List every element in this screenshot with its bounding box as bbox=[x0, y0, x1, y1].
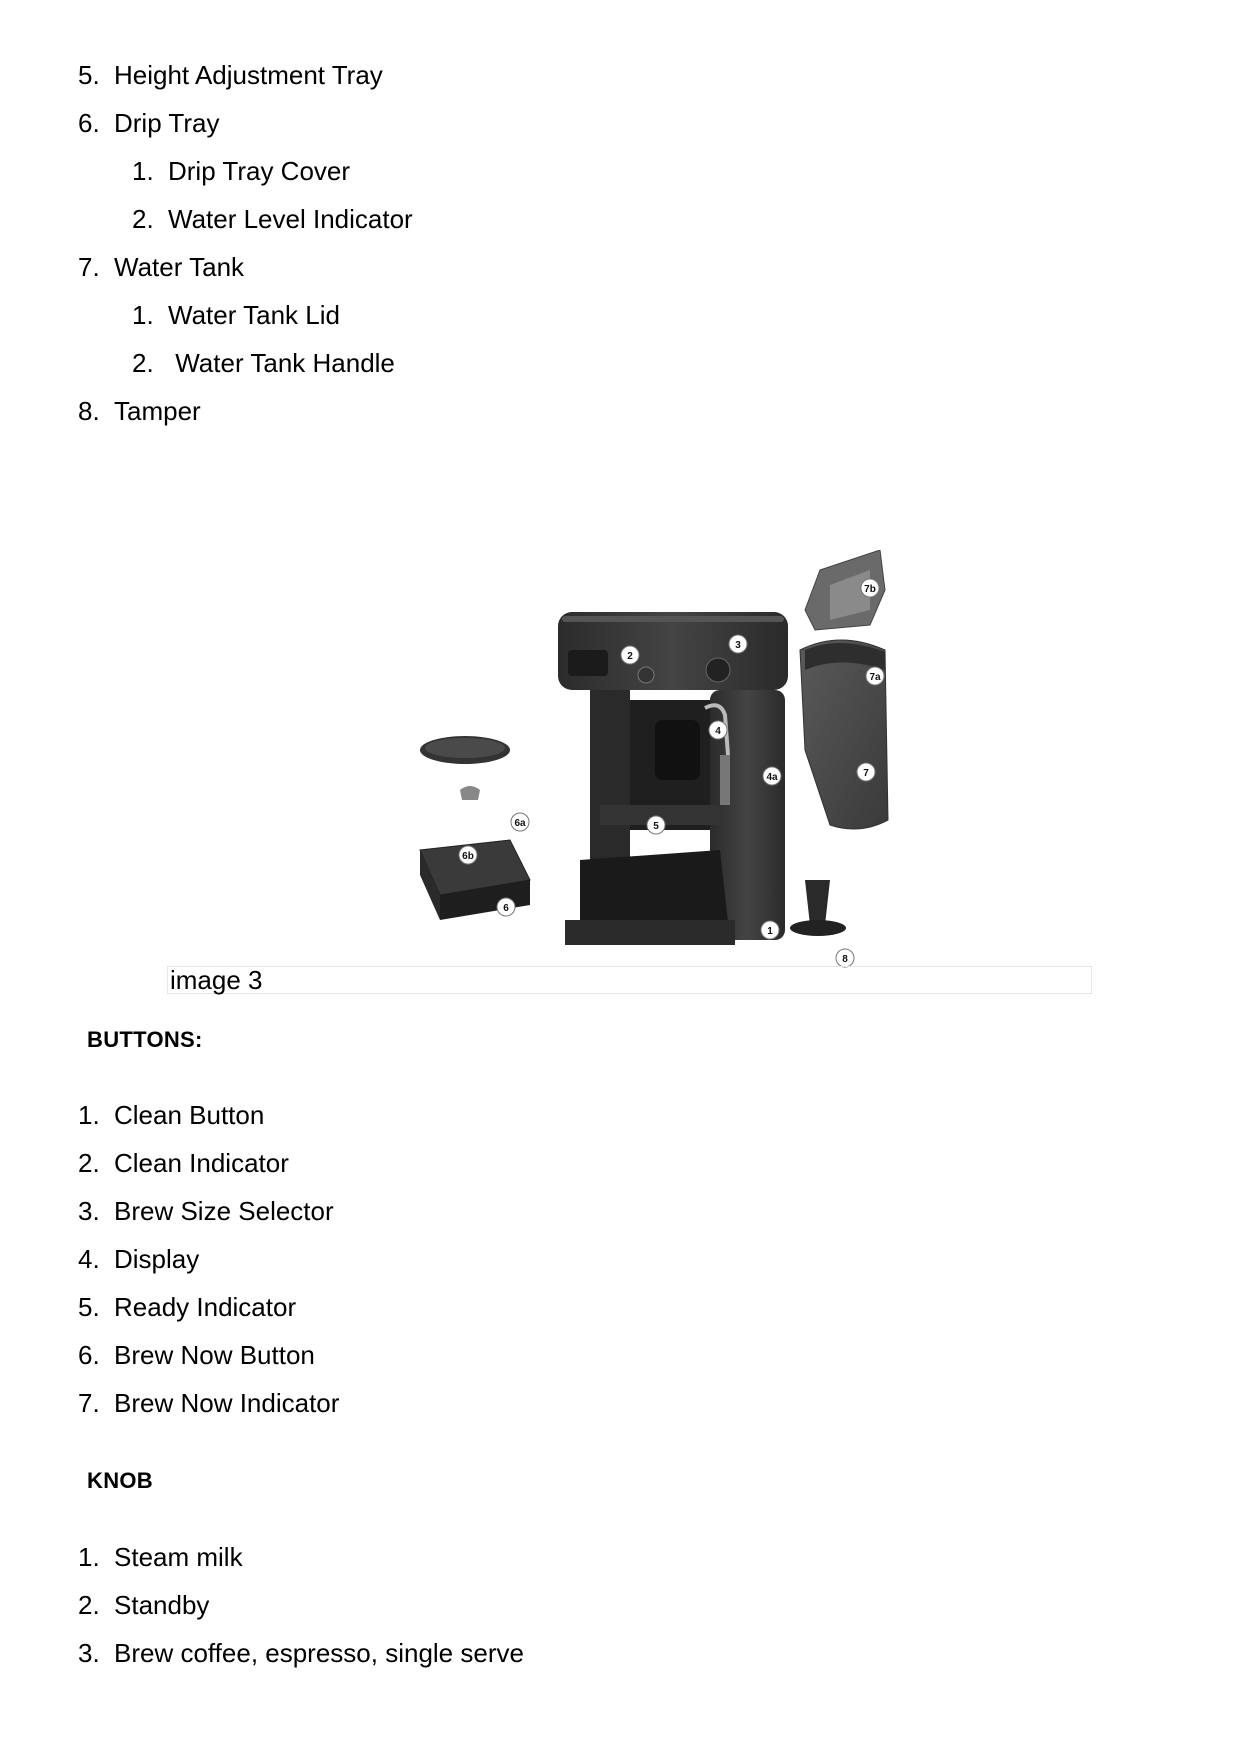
item-number: 2. bbox=[78, 1590, 100, 1620]
svg-text:3: 3 bbox=[735, 640, 741, 651]
item-label: Water Tank Handle bbox=[168, 348, 395, 378]
callout-badge bbox=[861, 579, 879, 597]
buttons-list-item bbox=[78, 1148, 289, 1178]
item-number: 4. bbox=[78, 1244, 100, 1274]
buttons-list-item bbox=[78, 1292, 297, 1322]
parts-sublist-item bbox=[132, 300, 340, 330]
item-label: Drip Tray Cover bbox=[168, 156, 351, 186]
item-label: Clean Button bbox=[114, 1100, 265, 1130]
parts-list-item bbox=[78, 108, 220, 138]
item-label: Brew coffee, espresso, single serve bbox=[114, 1638, 524, 1668]
item-number: 6. bbox=[78, 108, 100, 138]
item-number: 2. bbox=[132, 348, 154, 378]
svg-text:8: 8 bbox=[842, 954, 848, 965]
svg-text:6: 6 bbox=[503, 903, 509, 914]
knob-list-item bbox=[78, 1590, 210, 1620]
item-number: 2. bbox=[78, 1148, 100, 1178]
item-label: Tamper bbox=[114, 396, 201, 426]
machine-body bbox=[558, 612, 788, 945]
item-label: Steam milk bbox=[114, 1542, 243, 1572]
callout-badge bbox=[511, 813, 529, 831]
item-number: 6. bbox=[78, 1340, 100, 1370]
svg-text:4a: 4a bbox=[766, 772, 778, 783]
svg-text:7b: 7b bbox=[864, 584, 876, 595]
water-level-indicator-part bbox=[460, 786, 480, 800]
callout-badge bbox=[709, 721, 727, 739]
callout-badge bbox=[763, 767, 781, 785]
item-number: 1. bbox=[78, 1542, 100, 1572]
item-label: Standby bbox=[114, 1590, 210, 1620]
item-number: 1. bbox=[132, 300, 154, 330]
item-label: Brew Size Selector bbox=[114, 1196, 334, 1226]
buttons-list-item bbox=[78, 1388, 340, 1418]
item-number: 3. bbox=[78, 1196, 100, 1226]
tamper-part bbox=[790, 880, 846, 936]
svg-text:6b: 6b bbox=[462, 851, 474, 862]
item-number: 3. bbox=[78, 1638, 100, 1668]
item-label: Clean Indicator bbox=[114, 1148, 289, 1178]
item-number: 1. bbox=[132, 156, 154, 186]
svg-text:7: 7 bbox=[863, 768, 869, 779]
item-number: 2. bbox=[132, 204, 154, 234]
parts-list-item bbox=[78, 396, 201, 426]
item-label: Brew Now Button bbox=[114, 1340, 315, 1370]
item-number: 8. bbox=[78, 396, 100, 426]
parts-sublist-item bbox=[132, 348, 395, 378]
coffee-maker-exploded-figure bbox=[400, 550, 960, 975]
item-label: Ready Indicator bbox=[114, 1292, 297, 1322]
buttons-list-item bbox=[78, 1244, 200, 1274]
callout-badge bbox=[621, 646, 639, 664]
knob-list-item bbox=[78, 1542, 243, 1572]
svg-text:7a: 7a bbox=[869, 672, 881, 683]
svg-text:5: 5 bbox=[653, 821, 659, 832]
buttons-list-item bbox=[78, 1340, 315, 1370]
callout-badge bbox=[729, 635, 747, 653]
figure-caption: image 3 bbox=[170, 965, 263, 995]
callout-badge bbox=[866, 667, 884, 685]
parts-list-item bbox=[78, 60, 383, 90]
callout-badge bbox=[836, 949, 854, 967]
drip-tray-cover-part bbox=[420, 736, 510, 764]
parts-list-item bbox=[78, 252, 245, 282]
item-number: 7. bbox=[78, 1388, 100, 1418]
item-label: Height Adjustment Tray bbox=[114, 60, 383, 90]
item-label: Water Tank Lid bbox=[168, 300, 340, 330]
svg-text:2: 2 bbox=[627, 651, 633, 662]
knob-heading: KNOB bbox=[87, 1468, 153, 1493]
figure-caption-box bbox=[167, 966, 1092, 994]
item-number: 1. bbox=[78, 1100, 100, 1130]
buttons-heading: BUTTONS: bbox=[87, 1027, 203, 1052]
parts-sublist-item bbox=[132, 156, 351, 186]
callout-badge bbox=[459, 846, 477, 864]
item-label: Water Level Indicator bbox=[168, 204, 413, 234]
item-label: Drip Tray bbox=[114, 108, 220, 138]
svg-text:6a: 6a bbox=[514, 818, 526, 829]
svg-text:1: 1 bbox=[767, 926, 773, 937]
knob-list-item bbox=[78, 1638, 524, 1668]
item-number: 5. bbox=[78, 60, 100, 90]
item-number: 7. bbox=[78, 252, 100, 282]
callout-badge bbox=[647, 816, 665, 834]
callout-badge bbox=[857, 763, 875, 781]
item-label: Brew Now Indicator bbox=[114, 1388, 340, 1418]
parts-sublist-item bbox=[132, 204, 413, 234]
svg-text:4: 4 bbox=[715, 726, 721, 737]
item-label: Display bbox=[114, 1244, 200, 1274]
callout-badge bbox=[761, 921, 779, 939]
item-number: 5. bbox=[78, 1292, 100, 1322]
buttons-list-item bbox=[78, 1196, 334, 1226]
callout-badge bbox=[497, 898, 515, 916]
coffee-maker-illustration bbox=[400, 550, 960, 975]
item-label: Water Tank bbox=[114, 252, 245, 282]
buttons-list-item bbox=[78, 1100, 265, 1130]
